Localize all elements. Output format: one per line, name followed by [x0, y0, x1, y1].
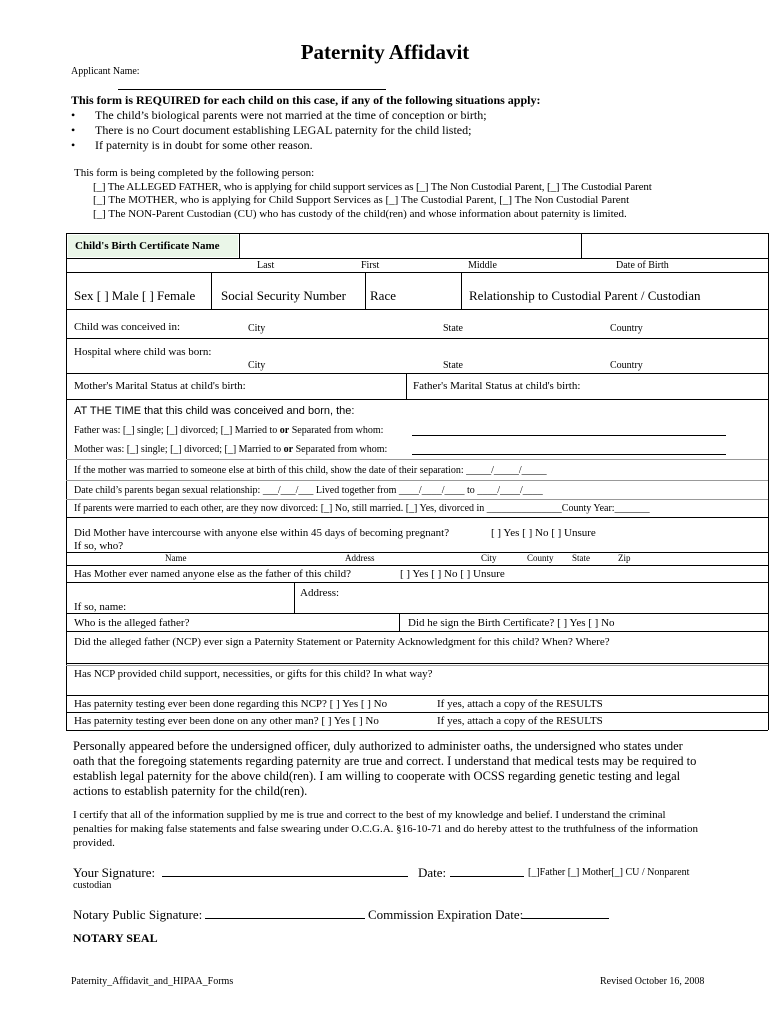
named-question: Has Mother ever named anyone else as the father of this child?: [74, 568, 352, 580]
date-field[interactable]: [450, 876, 524, 877]
your-signature-field[interactable]: [162, 876, 408, 877]
completer-option[interactable]: [_] The MOTHER, who is applying for Child Support Services as [_] The Custodial Parent, [_] The Non Custodial Parent: [93, 194, 630, 206]
attach-results-note: If yes, attach a copy of the RESULTS: [437, 698, 603, 710]
father-was-field[interactable]: Father was: [_] single; [_] divorced; [_] Married to or Separated from whom:: [74, 425, 384, 436]
situation-text: There is no Court document establishing LEGAL paternity for the child listed;: [95, 123, 472, 137]
applicant-name-label: Applicant Name:: [71, 66, 140, 77]
alleged-father-question: Who is the alleged father?: [74, 617, 190, 629]
situation-text: The child’s biological parents were not married at the time of conception or birth;: [95, 108, 487, 122]
footer-left: Paternity_Affidavit_and_HIPAA_Forms: [71, 976, 234, 987]
situation-item: •: [71, 138, 76, 152]
your-signature-label: Your Signature:: [73, 865, 156, 880]
date-of-birth-field[interactable]: [584, 236, 764, 256]
hospital-label: Hospital where child was born:: [74, 346, 212, 358]
child-name-field[interactable]: [242, 236, 578, 256]
certify-paragraph: I certify that all of the information supplied by me is true and correct to the best of my knowledge and belief. I understand the criminal penalties for making false statements and false swearing under O.C.G.A. §16-10-71 and do hereby attest to the truthfulness of the information provided.: [73, 809, 699, 849]
birth-cert-label: Child's Birth Certificate Name: [75, 240, 220, 252]
col-city: City: [248, 360, 266, 371]
notary-signature-label: Notary Public Signature:: [73, 907, 203, 922]
col-state: State: [443, 360, 463, 371]
completer-option[interactable]: [_] The NON-Parent Custodian (CU) who has custody of the child(ren) and whose information about paternity is limited.: [93, 208, 627, 220]
col-middle: Middle: [468, 260, 497, 271]
situation-item: •: [71, 108, 76, 122]
custodian-label: custodian: [73, 880, 112, 891]
ncp-signed-question: Did the alleged father (NCP) ever sign a Paternity Statement or Paternity Acknowledgment for this child? When? Where?: [74, 636, 610, 648]
situation-text: If paternity is in doubt for some other reason.: [95, 138, 313, 152]
named-options[interactable]: [ ] Yes [ ] No [ ] Unsure: [400, 568, 505, 580]
relationship-field[interactable]: Relationship to Custodial Parent / Custodian: [469, 288, 701, 303]
conceived-label: Child was conceived in:: [74, 321, 181, 333]
ncp-support-question: Has NCP provided child support, necessities, or gifts for this child? In what way?: [74, 668, 433, 680]
completer-option[interactable]: [_] The ALLEGED FATHER, who is applying for child support services as [_] The Non Custodial Parent, [_] The Custodial Parent: [93, 181, 652, 193]
separation-date-field[interactable]: If the mother was married to someone else at birth of this child, show the date of their separation: _____/_____/_____: [74, 465, 547, 476]
relationship-dates-field[interactable]: Date child’s parents began sexual relationship: ___/___/___ Lived together from ____/____/____ to ____/____/____: [74, 485, 543, 496]
mother-was-field[interactable]: Mother was: [_] single; [_] divorced; [_] Married to or Separated from whom:: [74, 444, 388, 455]
at-time-heading: AT THE TIME that this child was conceived and born, the:: [74, 405, 355, 417]
commission-date-field[interactable]: [522, 918, 609, 919]
testing-other-question[interactable]: Has paternity testing ever been done on any other man? [ ] Yes [ ] No: [74, 715, 379, 727]
oath-paragraph: Personally appeared before the undersigned officer, duly authorized to administer oaths, the undersigned who states under oath that the foregoing statements regarding paternity are true and correct. I understand that medical tests may be required to establish legal paternity for the above child(ren). I am willing to cooperate with OCSS regarding genetic testing and legal actions to establish paternity for the child(ren).: [73, 739, 697, 798]
situation-item: •: [71, 123, 76, 137]
ssn-field[interactable]: Social Security Number: [221, 288, 346, 303]
date-label: Date:: [418, 865, 447, 880]
testing-ncp-question[interactable]: Has paternity testing ever been done regarding this NCP? [ ] Yes [ ] No: [74, 698, 388, 710]
completed-by-label: This form is being completed by the following person:: [74, 167, 315, 179]
mother-marital-label: Mother's Marital Status at child's birth:: [74, 380, 246, 392]
if-so-name-label: If so, name:: [74, 601, 127, 613]
col-city: City: [481, 553, 497, 563]
col-first: First: [361, 260, 380, 271]
race-field[interactable]: Race: [370, 288, 396, 303]
col-city: City: [248, 323, 266, 334]
required-heading: This form is REQUIRED for each child on this case, if any of the following situations apply:: [71, 93, 541, 107]
intercourse-question: Did Mother have intercourse with anyone else within 45 days of becoming pregnant?: [74, 527, 450, 539]
col-country: Country: [610, 323, 643, 334]
intercourse-options[interactable]: [ ] Yes [ ] No [ ] Unsure: [491, 527, 596, 539]
applicant-name-field[interactable]: [118, 89, 386, 90]
col-address: Address: [345, 553, 375, 563]
attach-results-note: If yes, attach a copy of the RESULTS: [437, 715, 603, 727]
col-zip: Zip: [618, 553, 631, 563]
col-county: County: [527, 553, 554, 563]
col-state: State: [572, 553, 590, 563]
address-label: Address:: [300, 587, 340, 599]
col-state: State: [443, 323, 463, 334]
role-options[interactable]: [_]Father [_] Mother[_] CU / Nonparent: [528, 867, 690, 878]
footer-right: Revised October 16, 2008: [600, 976, 705, 987]
father-marital-label: Father's Marital Status at child's birth:: [413, 380, 581, 392]
if-so-who-label: If so, who?: [74, 540, 124, 552]
notary-signature-field[interactable]: [205, 918, 365, 919]
commission-label: Commission Expiration Date:: [368, 907, 524, 922]
col-country: Country: [610, 360, 643, 371]
sex-field[interactable]: Sex [ ] Male [ ] Female: [74, 288, 196, 303]
address-columns: [71, 553, 761, 565]
col-date-of-birth: Date of Birth: [616, 260, 669, 271]
signed-cert-question[interactable]: Did he sign the Birth Certificate? [ ] Yes [ ] No: [408, 617, 615, 629]
col-last: Last: [257, 260, 275, 271]
divorced-field[interactable]: If parents were married to each other, are they now divorced: [_] No, still married. [_] Yes, divorced in _______________County Year:_______: [74, 503, 650, 514]
page-title: Paternity Affidavit: [300, 40, 470, 64]
col-name: Name: [165, 553, 187, 563]
notary-seal-label: NOTARY SEAL: [73, 931, 158, 945]
